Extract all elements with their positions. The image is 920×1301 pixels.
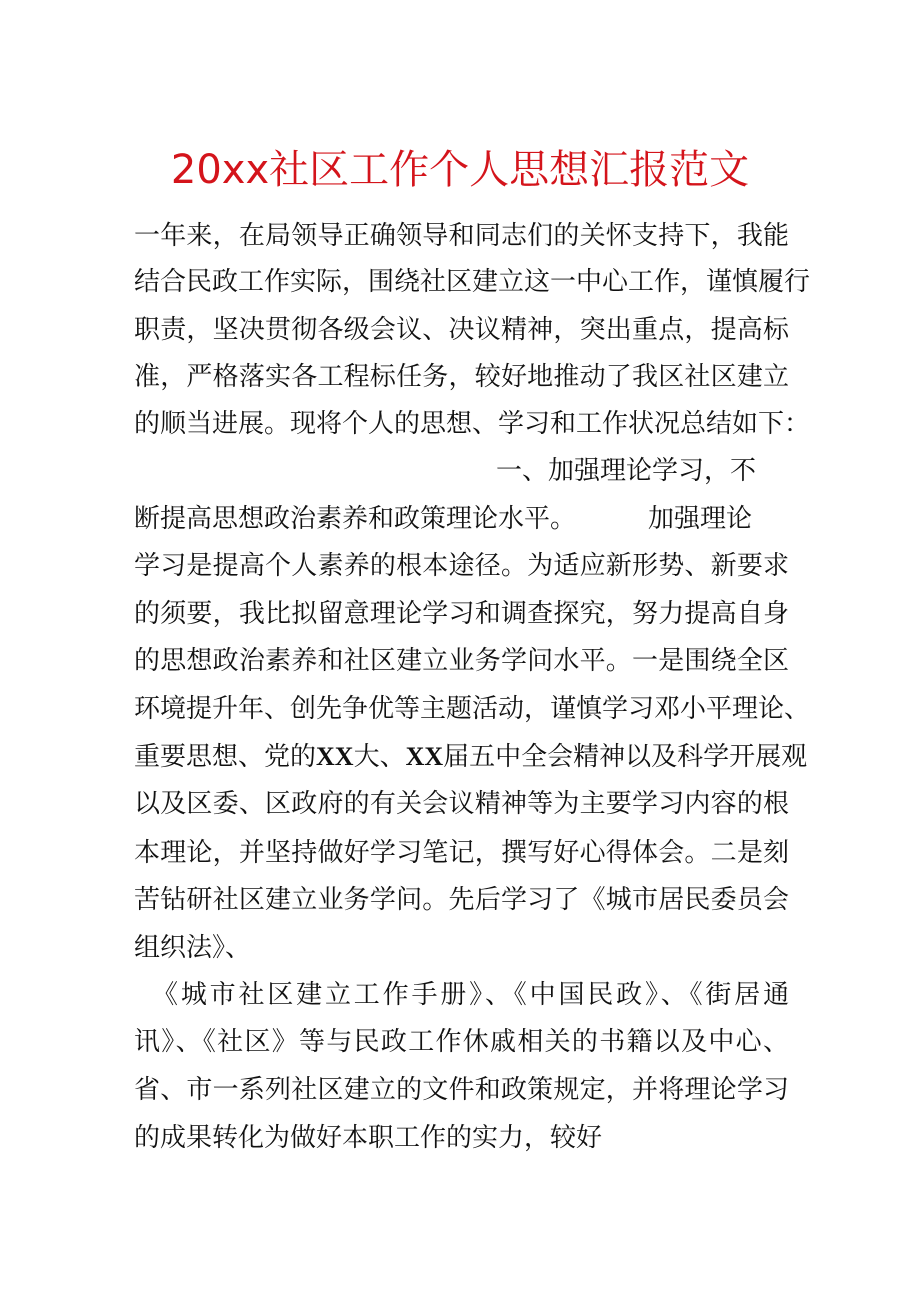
line-text: 大、 (353, 742, 406, 772)
line-text: 学习是提高个人素养的根本途径。为适应新形势、新要求 (134, 551, 790, 581)
paragraph-line (134, 880, 789, 920)
paragraph-line (134, 833, 789, 873)
paragraph-line (134, 689, 811, 729)
line-text: 苦钻研社区建立业务学问。先后学习了《城市居民委员会 (134, 885, 790, 915)
paragraph-line (152, 975, 792, 1015)
paragraph-line (134, 357, 789, 397)
paragraph-line (134, 641, 789, 681)
line-text: 组织法》、 (134, 933, 252, 963)
line-text: 届五中全会精神以及科学开展观 (443, 742, 808, 772)
line-text: 的顺当进展。现将个人的思想、学习和工作状况总结如下： (134, 409, 811, 439)
line-text: 以及区委、区政府的有关会议精神等为主要学习内容的根 (134, 789, 790, 819)
line-text: 本理论，并坚持做好学习笔记，撰写好心得体会。二是刻 (134, 838, 790, 868)
line-text: 《城市社区建立工作手册》、《中国民政》、《街居通 (152, 980, 792, 1010)
line-text: 加强理论 (648, 504, 753, 534)
section-heading-line (496, 451, 756, 491)
line-text: 重要思想、党的 (134, 742, 317, 772)
line-text: 省、市一系列社区建立的文件和政策规定，并将理论学习 (134, 1075, 790, 1105)
paragraph-line (134, 784, 789, 824)
paragraph-line (134, 310, 789, 350)
line-text: 一年来，在局领导正确领导和同志们的关怀支持下，我能 (134, 221, 790, 251)
line-text-bold: XX (405, 742, 444, 771)
paragraph-line (134, 216, 789, 256)
paragraph-line (134, 737, 808, 777)
paragraph-line (134, 546, 789, 586)
paragraph-line (134, 594, 789, 634)
paragraph-line (134, 499, 754, 539)
line-text: 的成果转化为做好本职工作的实力，较好 (134, 1123, 603, 1153)
paragraph-line (134, 928, 251, 968)
paragraph-line (134, 1022, 789, 1062)
line-text-bold: XX (316, 742, 354, 771)
line-text: 准，严格落实各工程标任务，较好地推动了我区社区建立 (134, 362, 790, 392)
paragraph-line (134, 1118, 602, 1158)
line-text: 环境提升年、创先争优等主题活动，谨慎学习邓小平理论、 (134, 694, 811, 724)
line-text: 职责，坚决贯彻各级会议、决议精神，突出重点，提高标 (134, 315, 790, 345)
line-text: 讯》、《社区》等与民政工作休戚相关的书籍以及中心、 (134, 1027, 791, 1057)
paragraph-line (134, 262, 811, 302)
line-text: 一、加强理论学习，不 (496, 456, 757, 486)
line-text: 结合民政工作实际，围绕社区建立这一中心工作，谨慎履行 (134, 267, 811, 297)
paragraph-line (134, 1070, 789, 1110)
line-text: 的须要，我比拟留意理论学习和调查探究，努力提高自身 (134, 599, 790, 629)
document-title: 20xx社区工作个人思想汇报范文 (170, 147, 750, 193)
line-text: 的思想政治素养和社区建立业务学问水平。一是围绕全区 (134, 646, 790, 676)
line-text: 断提高思想政治素养和政策理论水平。 (134, 504, 577, 534)
paragraph-line (134, 404, 811, 444)
